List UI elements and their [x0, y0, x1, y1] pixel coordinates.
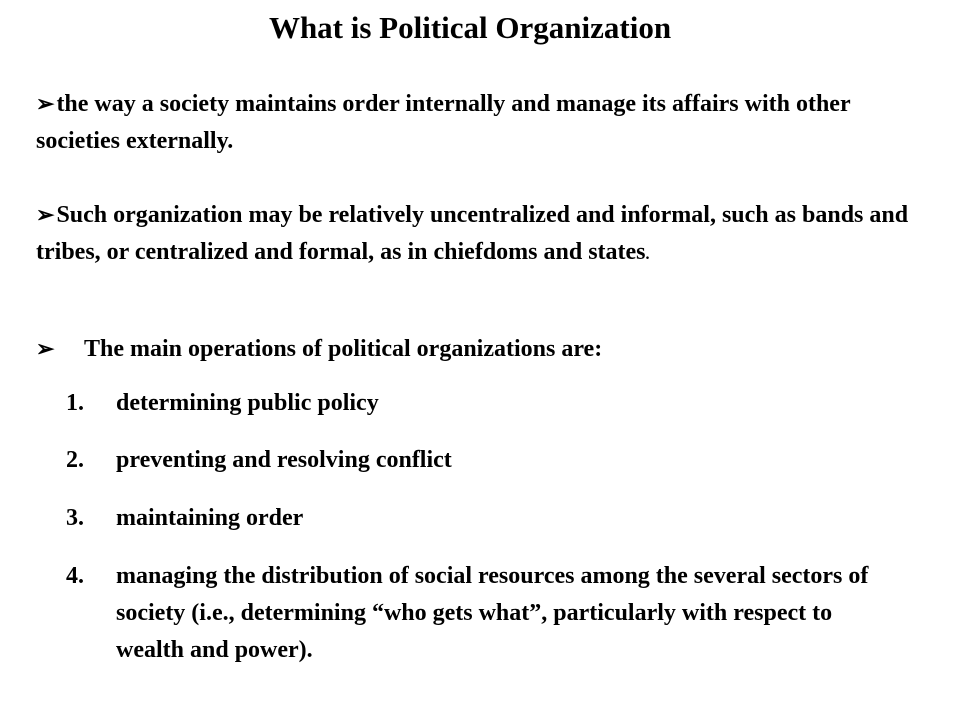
arrow-bullet-icon: ➢: [36, 336, 55, 361]
operations-heading-text: The main operations of political organizations are:: [84, 336, 603, 362]
operation-item-number: 2.: [66, 447, 84, 473]
operation-item: [66, 500, 886, 537]
bullet-definition: [36, 85, 936, 160]
operation-item-number: 4.: [66, 563, 84, 589]
operation-item-text: maintaining order: [116, 505, 304, 531]
slide-title: What is Political Organization: [268, 10, 672, 45]
operation-item-text: preventing and resolving conflict: [116, 447, 452, 473]
arrow-bullet-icon: ➢: [36, 91, 55, 116]
operation-item: [66, 385, 886, 422]
operation-item: [66, 442, 886, 479]
bullet-definition-text: the way a society maintains order internally and manage its affairs with other societies externally.: [36, 91, 851, 154]
bullet-organization-types-period: .: [645, 246, 650, 263]
bullet-organization-types: [36, 196, 936, 273]
arrow-bullet-icon: ➢: [36, 202, 55, 227]
operation-item-number: 3.: [66, 505, 84, 531]
operation-item-text: managing the distribution of social resources among the several sectors of society (i.e., determining “who gets what”, particularly with respect to wealth and power).: [116, 563, 869, 663]
operations-heading: [36, 330, 936, 368]
operation-item-number: 1.: [66, 390, 84, 416]
operation-item-text: determining public policy: [116, 390, 379, 416]
operation-item: [66, 558, 886, 669]
bullet-organization-types-text: Such organization may be relatively uncentralized and informal, such as bands and tribes, or centralized and formal, as in chiefdoms and states: [36, 202, 909, 265]
